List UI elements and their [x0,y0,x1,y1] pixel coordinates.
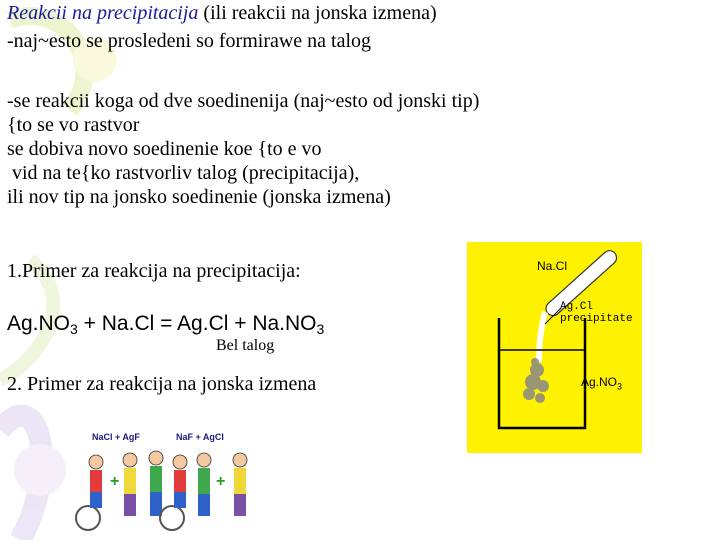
precipitate-label [560,301,633,325]
paragraph-line: vid na te{ko rastvorliv talog (precipitacija), [7,162,360,184]
example-1-heading: 1.Primer za reakcija na precipitacija: [7,260,301,282]
svg-text:+: + [110,473,120,490]
beaker-illustration [467,242,642,453]
paragraph-line: -se reakcii koga od dve soedinenija (naj~esto od jonski tip) [7,90,480,112]
precipitate-cloud [523,358,549,403]
equation-part: Ag.NO [7,312,71,335]
solution-label-main: Ag.NO [581,375,618,389]
title-italic: Reakcii na precipitacija [7,2,199,24]
precipitate-label-line: precipitate [560,313,633,325]
paragraph-line: se dobiva novo soedinenie koe {to e vo [7,138,322,160]
left-figure-group [76,451,163,530]
cartoon-left-equation: NaCl + AgF [92,432,140,442]
definition-paragraph [7,89,479,209]
svg-text:+: + [216,473,226,490]
precipitation-diagram [467,242,642,453]
equation-subscript: 3 [316,321,325,337]
cartoon-right-equation: NaF + AgCl [176,432,224,442]
solution-label [581,375,622,391]
chemical-equation [7,312,324,337]
solution-label-sub: 3 [617,381,623,392]
paragraph-line: {to se vo rastvor [7,114,140,136]
paragraph-line: ili nov tip na jonsko soedinenie (jonska izmena) [7,186,391,208]
right-figure-group [160,453,247,530]
precipitate-note: Bel talog [216,337,275,354]
ion-exchange-cartoon [68,424,268,536]
equation-part: + Na.Cl = Ag.Cl + Na.NO [77,312,317,335]
precipitate-label-line: Ag.Cl [560,301,594,313]
tube-label: Na.Cl [537,259,568,273]
example-2-heading: 2. Primer za reakcija na jonska izmena [7,373,317,395]
equation-subscript: 3 [70,321,78,337]
title-rest: (ili reakcii na jonska izmena) [198,2,437,24]
slide-title [7,1,437,25]
slide-subtitle-line: -naj~esto se prosledeni so formirawe na talog [7,30,372,52]
